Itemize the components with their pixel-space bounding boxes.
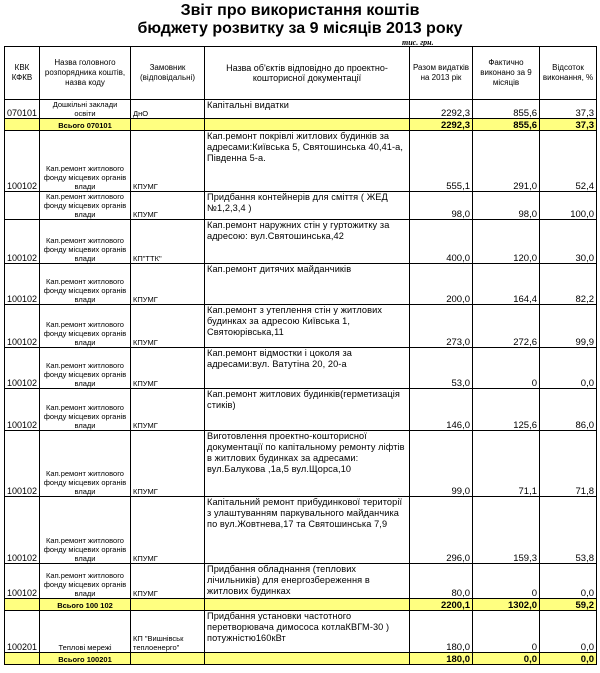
org-cell: Кап.ремонт житлового фонду місцевих органів влади xyxy=(40,131,131,192)
org-cell: Кап.ремонт житлового фонду місцевих органів влади xyxy=(40,264,131,305)
plan-cell: 180,0 xyxy=(410,611,473,653)
summary-row xyxy=(5,119,597,131)
percent-cell: 82,2 xyxy=(540,264,597,305)
percent-cell: 100,0 xyxy=(540,192,597,220)
table-row xyxy=(5,305,597,348)
summary-row xyxy=(5,653,597,665)
percent-cell: 53,8 xyxy=(540,497,597,564)
customer-cell: КПУМГ xyxy=(131,431,205,497)
table-row xyxy=(5,100,597,119)
table-body xyxy=(5,100,597,665)
fact-cell: 71,1 xyxy=(473,431,540,497)
plan-cell: 273,0 xyxy=(410,305,473,348)
kvk-cell xyxy=(5,653,40,665)
kvk-cell: 100102 xyxy=(5,220,40,264)
customer-cell: КПУМГ xyxy=(131,305,205,348)
customer-cell: КПУМГ xyxy=(131,192,205,220)
col-kvk-header: КВК КФКВ xyxy=(5,47,40,100)
percent-cell: 59,2 xyxy=(540,599,597,611)
table-row xyxy=(5,431,597,497)
fact-cell: 272,6 xyxy=(473,305,540,348)
org-cell: Кап.ремонт житлового фонду місцевих органів влади xyxy=(40,431,131,497)
fact-cell: 0,0 xyxy=(473,653,540,665)
fact-cell: 125,6 xyxy=(473,389,540,431)
percent-cell: 37,3 xyxy=(540,100,597,119)
kvk-cell: 100102 xyxy=(5,389,40,431)
percent-cell: 52,4 xyxy=(540,131,597,192)
table-row xyxy=(5,131,597,192)
object-cell: Придбання контейнерів для сміття ( ЖЕД №1,2,3,4 ) xyxy=(205,192,410,220)
customer-cell: КПУМГ xyxy=(131,264,205,305)
table-row xyxy=(5,264,597,305)
budget-table xyxy=(4,46,597,665)
table-row xyxy=(5,389,597,431)
customer-cell: КПУМГ xyxy=(131,348,205,389)
table-row xyxy=(5,348,597,389)
kvk-cell: 100102 xyxy=(5,305,40,348)
fact-cell: 98,0 xyxy=(473,192,540,220)
col-percent-header: Відсоток виконання, % xyxy=(540,47,597,100)
report-title-line2: бюджету розвитку за 9 місяців 2013 року xyxy=(137,20,463,37)
table-row xyxy=(5,220,597,264)
percent-cell: 71,8 xyxy=(540,431,597,497)
kvk-cell: 100102 xyxy=(5,497,40,564)
fact-cell: 855,6 xyxy=(473,119,540,131)
plan-cell: 296,0 xyxy=(410,497,473,564)
org-cell: Кап.ремонт житлового фонду місцевих органів влади xyxy=(40,389,131,431)
object-cell xyxy=(205,119,410,131)
col-object-header: Назва об'єктів відповідно до проектно-кошторисної документації xyxy=(205,47,410,100)
plan-cell: 98,0 xyxy=(410,192,473,220)
object-cell xyxy=(205,653,410,665)
percent-cell: 37,3 xyxy=(540,119,597,131)
customer-cell: КП "Вишнівськ теплоенерго" xyxy=(131,611,205,653)
kvk-cell xyxy=(5,599,40,611)
table-row xyxy=(5,611,597,653)
report-title-line1: Звіт про використання коштів xyxy=(180,2,420,19)
plan-cell: 2292,3 xyxy=(410,119,473,131)
kvk-cell xyxy=(5,192,40,220)
org-cell: Всього 100201 xyxy=(40,653,131,665)
customer-cell: КПУМГ xyxy=(131,389,205,431)
kvk-cell: 070101 xyxy=(5,100,40,119)
kvk-cell xyxy=(5,119,40,131)
plan-cell: 180,0 xyxy=(410,653,473,665)
object-cell: Кап.ремонт покрівлі житлових будинків за адресами:Київська 5, Святошинська 40,41-а, Південна 5-а. xyxy=(205,131,410,192)
fact-cell: 291,0 xyxy=(473,131,540,192)
kvk-cell: 100201 xyxy=(5,611,40,653)
percent-cell: 0,0 xyxy=(540,611,597,653)
customer-cell: ДнО xyxy=(131,100,205,119)
org-cell: Кап.ремонт житлового фонду місцевих органів влади xyxy=(40,348,131,389)
org-cell: Дошкільні заклади освіти xyxy=(40,100,131,119)
kvk-cell: 100102 xyxy=(5,264,40,305)
col-customer-header: Замовник (відповідальні) xyxy=(131,47,205,100)
object-cell: Придбання установки частотного перетворювача димососа котлаКВГМ-30 ) потужністю160кВт xyxy=(205,611,410,653)
org-cell: Всього 070101 xyxy=(40,119,131,131)
percent-cell: 30,0 xyxy=(540,220,597,264)
customer-cell: КПУМГ xyxy=(131,131,205,192)
org-cell: Теплові мережі xyxy=(40,611,131,653)
object-cell: Кап.ремонт житлових будинків(герметизація стиків) xyxy=(205,389,410,431)
org-cell: Кап.ремонт житлового фонду місцевих органів влади xyxy=(40,220,131,264)
col-org-header: Назва головного розпорядника коштів, назва коду xyxy=(40,47,131,100)
plan-cell: 99,0 xyxy=(410,431,473,497)
fact-cell: 855,6 xyxy=(473,100,540,119)
kvk-cell: 100102 xyxy=(5,564,40,599)
object-cell: Кап.ремонт відмостки і цоколя за адресами:вул. Ватутіна 20, 20-а xyxy=(205,348,410,389)
fact-cell: 159,3 xyxy=(473,497,540,564)
percent-cell: 99,9 xyxy=(540,305,597,348)
table-row xyxy=(5,192,597,220)
percent-cell: 0,0 xyxy=(540,348,597,389)
table-row xyxy=(5,564,597,599)
plan-cell: 53,0 xyxy=(410,348,473,389)
col-plan-header: Разом видатків на 2013 рік xyxy=(410,47,473,100)
fact-cell: 0 xyxy=(473,564,540,599)
object-cell xyxy=(205,599,410,611)
table-row xyxy=(5,497,597,564)
object-cell: Капітальні видатки xyxy=(205,100,410,119)
kvk-cell: 100102 xyxy=(5,348,40,389)
object-cell: Кап.ремонт наружних стін у гуртожитку за адресою: вул.Святошинська,42 xyxy=(205,220,410,264)
plan-cell: 555,1 xyxy=(410,131,473,192)
org-cell: Кап.ремонт житлового фонду місцевих органів влади xyxy=(40,192,131,220)
object-cell: Виготовлення проектно-кошторисної документації по капітальному ремонту ліфтів в житлових будинках за адресами: вул.Балукова ,1а,5 вул.Щорса,10 xyxy=(205,431,410,497)
customer-cell xyxy=(131,653,205,665)
summary-row xyxy=(5,599,597,611)
customer-cell: КПУМГ xyxy=(131,564,205,599)
org-cell: Кап.ремонт житлового фонду місцевих органів влади xyxy=(40,564,131,599)
plan-cell: 400,0 xyxy=(410,220,473,264)
units-label: тис. грн. xyxy=(402,38,434,47)
fact-cell: 0 xyxy=(473,611,540,653)
org-cell: Кап.ремонт житлового фонду місцевих органів влади xyxy=(40,305,131,348)
fact-cell: 0 xyxy=(473,348,540,389)
percent-cell: 0,0 xyxy=(540,564,597,599)
customer-cell xyxy=(131,599,205,611)
col-fact-header: Фактично виконано за 9 місяців xyxy=(473,47,540,100)
plan-cell: 2200,1 xyxy=(410,599,473,611)
kvk-cell: 100102 xyxy=(5,431,40,497)
customer-cell xyxy=(131,119,205,131)
kvk-cell: 100102 xyxy=(5,131,40,192)
object-cell: Кап.ремонт з утеплення стін у житлових будинках за адресою Київська 1, Святоюрівська,11 xyxy=(205,305,410,348)
org-cell: Всього 100 102 xyxy=(40,599,131,611)
org-cell: Кап.ремонт житлового фонду місцевих органів влади xyxy=(40,497,131,564)
percent-cell: 0,0 xyxy=(540,653,597,665)
plan-cell: 146,0 xyxy=(410,389,473,431)
fact-cell: 120,0 xyxy=(473,220,540,264)
plan-cell: 2292,3 xyxy=(410,100,473,119)
percent-cell: 86,0 xyxy=(540,389,597,431)
plan-cell: 80,0 xyxy=(410,564,473,599)
object-cell: Кап.ремонт дитячих майданчиків xyxy=(205,264,410,305)
customer-cell: КП"ТТК" xyxy=(131,220,205,264)
object-cell: Капітальний ремонт прибудинкової території з улаштуванням паркувального майданчика по вул.Жовтнева,17 та Святошинська 7,9 xyxy=(205,497,410,564)
table-header-row xyxy=(5,47,597,100)
plan-cell: 200,0 xyxy=(410,264,473,305)
object-cell: Придбання обладнання (теплових лічильників) для енергозбереження в житлових будинках xyxy=(205,564,410,599)
customer-cell: КПУМГ xyxy=(131,497,205,564)
fact-cell: 1302,0 xyxy=(473,599,540,611)
fact-cell: 164,4 xyxy=(473,264,540,305)
